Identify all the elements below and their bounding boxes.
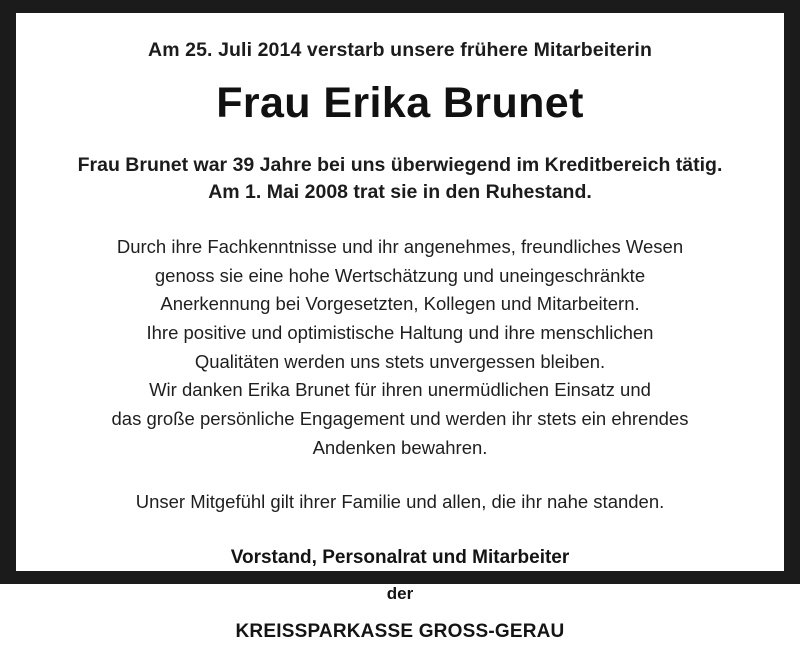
signature-organization-roles: Vorstand, Personalrat und Mitarbeiter (230, 547, 570, 569)
tribute-line: das große persönliche Engagement und werden ihr stets ein ehrendes (111, 408, 689, 430)
signature-connector: der (386, 583, 414, 603)
service-line: Frau Brunet war 39 Jahre bei uns überwiegend im Kreditbereich tätig. (77, 153, 723, 176)
tribute-line: Qualitäten werden uns stets unvergessen bleiben. (194, 350, 606, 372)
signature-organization-name: KREISSPARKASSE GROSS-GERAU (235, 621, 565, 643)
service-block (44, 152, 756, 207)
obituary-content (16, 13, 784, 643)
tribute-line: Anerkennung bei Vorgesetzten, Kollegen und Mitarbeitern. (160, 293, 640, 315)
intro-line: Am 25. Juli 2014 verstarb unsere frühere Mitarbeiterin (148, 39, 652, 61)
sympathy-line: Unser Mitgefühl gilt ihrer Familie und allen, die ihr nahe standen. (135, 491, 665, 513)
tribute-line: Durch ihre Fachkenntnisse und ihr angenehmes, freundliches Wesen (116, 236, 684, 258)
signature-block (44, 544, 756, 646)
tribute-line: genoss sie eine hohe Wertschätzung und uneingeschränkte (154, 264, 646, 286)
service-line: Am 1. Mai 2008 trat sie in den Ruhestand. (208, 181, 592, 204)
sympathy-block (44, 488, 756, 516)
deceased-name: Frau Erika Brunet (216, 79, 584, 128)
tribute-block (44, 233, 756, 462)
tribute-line: Wir danken Erika Brunet für ihren unermüdlichen Einsatz und (149, 379, 651, 401)
tribute-line: Andenken bewahren. (312, 436, 488, 458)
tribute-line: Ihre positive und optimistische Haltung und ihre menschlichen (146, 322, 654, 344)
